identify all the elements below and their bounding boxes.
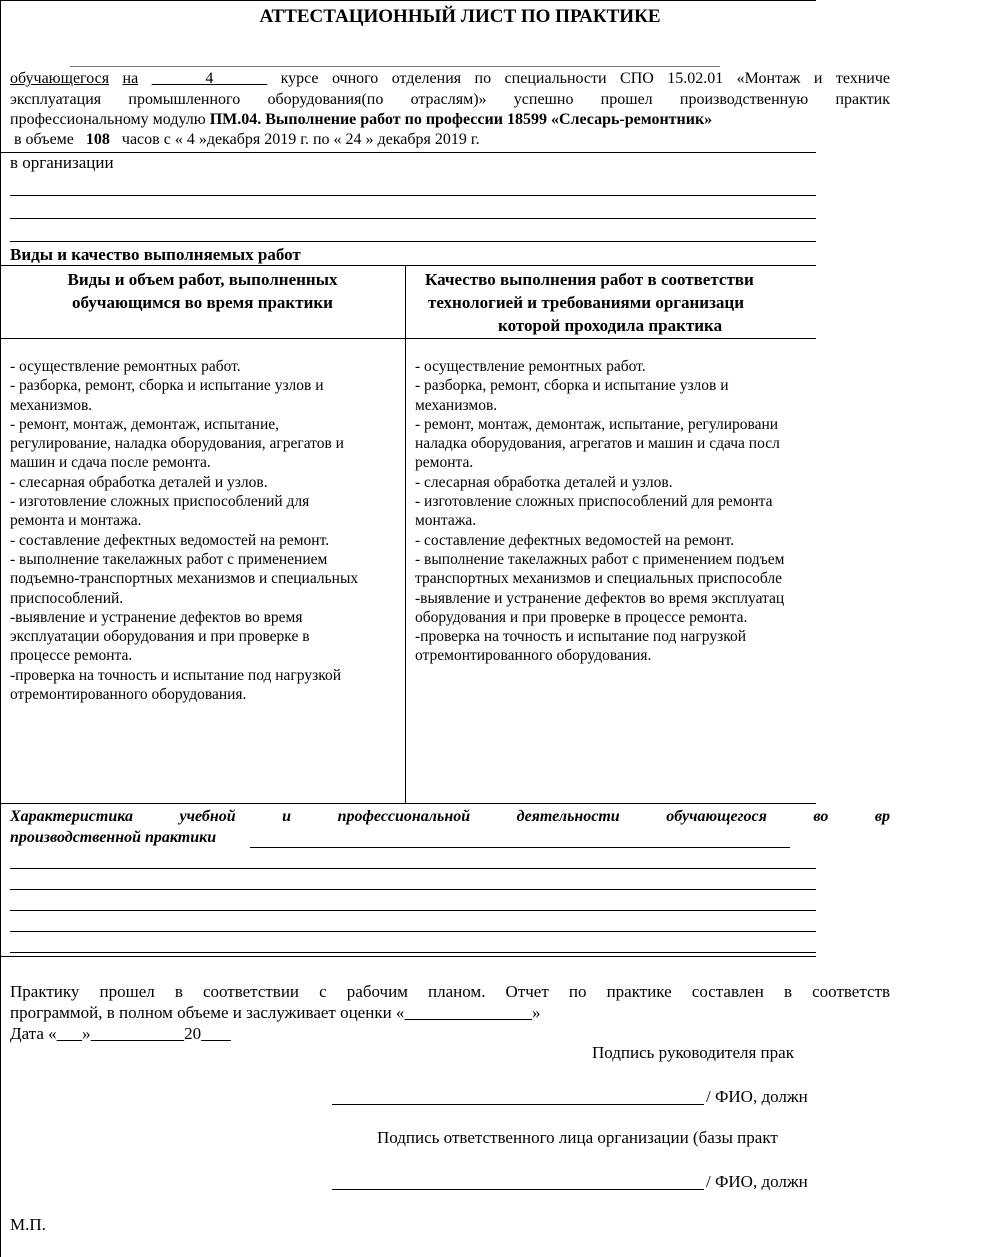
characteristic-line-1: Характеристика учебной и профессиональной деятельности обучающегося во вр bbox=[10, 808, 890, 825]
works-table-top bbox=[0, 265, 816, 266]
list-item: - выполнение такелажных работ с применением bbox=[10, 550, 328, 568]
conclusion-line-1: Практику прошел в соответствии с рабочим планом. Отчет по практике составлен в соответств bbox=[10, 982, 890, 1001]
list-item: отремонтированного оборудования. bbox=[10, 686, 247, 704]
characteristic-line-2: производственной практики bbox=[10, 829, 217, 846]
intro-line-2: эксплуатация промышленного оборудования(по отраслям)» успешно прошел производственную практик bbox=[10, 91, 890, 108]
list-item: - выполнение такелажных работ с применением подъем bbox=[415, 550, 785, 568]
works-table-bottom bbox=[0, 803, 816, 804]
date-line: Дата « » 20 bbox=[10, 1024, 202, 1043]
list-item: -выявление и устранение дефектов во время bbox=[10, 608, 303, 626]
list-item: - составление дефектных ведомостей на ремонт. bbox=[415, 531, 735, 549]
list-item: ремонта. bbox=[415, 454, 474, 472]
list-item: - ремонт, монтаж, демонтаж, испытание, bbox=[10, 415, 280, 433]
organization-line-2 bbox=[10, 218, 816, 219]
org-sign-label: Подпись ответственного лица организации (базы практ bbox=[377, 1128, 778, 1147]
works-col2-header: Качество выполнения работ в соответстви технологией и требованиями организаци которой проходила практика bbox=[425, 270, 754, 335]
supervisor-fio: / ФИО, должн bbox=[706, 1087, 808, 1106]
list-item: - осуществление ремонтных работ. bbox=[10, 358, 241, 375]
list-item: ремонта и монтажа. bbox=[10, 512, 142, 530]
title-rule bbox=[70, 66, 720, 67]
list-item: регулирование, наладка оборудования, агрегатов и bbox=[10, 435, 344, 453]
intro-line-1: обучающегося на 4 курсе очного отделения по специальности СПО 15.02.01 «Монтаж и техниче bbox=[10, 70, 891, 87]
list-item: монтажа. bbox=[415, 512, 477, 530]
list-item: подъемно-транспортных механизмов и специальных bbox=[10, 570, 359, 588]
org-sign-line bbox=[332, 1189, 704, 1190]
list-item: наладка оборудования, агрегатов и машин и сдача посл bbox=[415, 435, 780, 453]
list-item: - изготовление сложных приспособлений для bbox=[10, 493, 310, 511]
characteristic-line-e bbox=[10, 952, 816, 953]
list-item: отремонтированного оборудования. bbox=[415, 647, 652, 665]
works-header-rule bbox=[0, 338, 816, 339]
list-item: механизмов. bbox=[415, 396, 498, 414]
list-item: - ремонт, монтаж, демонтаж, испытание, регулировани bbox=[415, 415, 779, 433]
characteristic-line-d bbox=[10, 931, 816, 932]
list-item: - изготовление сложных приспособлений для ремонта bbox=[415, 493, 773, 511]
document-title: АТТЕСТАЦИОННЫЙ ЛИСТ ПО ПРАКТИКЕ bbox=[259, 6, 661, 27]
intro-bottom-rule bbox=[0, 152, 816, 153]
list-item: -проверка на точность и испытание под нагрузкой bbox=[10, 666, 341, 684]
characteristic-line-c bbox=[10, 910, 816, 911]
list-item: процессе ремонта. bbox=[10, 647, 133, 665]
stamp-label: М.П. bbox=[10, 1215, 46, 1234]
works-table-divider bbox=[405, 265, 406, 803]
supervisor-sign-line bbox=[332, 1104, 704, 1105]
frame-left bbox=[0, 0, 1, 1257]
characteristic-line-b bbox=[10, 889, 816, 890]
organization-label: в организации bbox=[10, 153, 114, 172]
organization-line-1 bbox=[10, 195, 816, 196]
organization-line-3 bbox=[10, 241, 816, 242]
characteristic-bottom bbox=[0, 956, 816, 957]
works-col2-list bbox=[415, 357, 784, 666]
list-item: оборудования и при проверке в процессе ремонта. bbox=[415, 608, 748, 626]
works-col1-header: Виды и объем работ, выполненных обучающимся во время практики bbox=[67, 270, 338, 312]
conclusion-line-2: программой, в полном объеме и заслуживает оценки « » bbox=[10, 1003, 541, 1022]
list-item: механизмов. bbox=[10, 396, 93, 414]
works-col1-list bbox=[10, 357, 358, 704]
org-fio: / ФИО, должн bbox=[706, 1172, 808, 1191]
supervisor-sign-label: Подпись руководителя прак bbox=[592, 1043, 794, 1062]
intro-line-3: профессиональному модулю ПМ.04. Выполнение работ по профессии 18599 «Слесарь-ремонтник» bbox=[10, 111, 713, 128]
list-item: - осуществление ремонтных работ. bbox=[415, 358, 646, 375]
frame-top bbox=[0, 0, 816, 1]
list-item: - разборка, ремонт, сборка и испытание узлов и bbox=[415, 377, 729, 395]
list-item: -выявление и устранение дефектов во время эксплуатац bbox=[415, 589, 785, 607]
list-item: - разборка, ремонт, сборка и испытание узлов и bbox=[10, 377, 324, 395]
intro-line-4: в объеме 108 часов с « 4 »декабря 2019 г. по « 24 » декабря 2019 г. bbox=[14, 131, 480, 148]
list-item: - слесарная обработка деталей и узлов. bbox=[10, 473, 268, 491]
list-item: -проверка на точность и испытание под нагрузкой bbox=[415, 628, 746, 646]
list-item: - слесарная обработка деталей и узлов. bbox=[415, 473, 673, 491]
list-item: транспортных механизмов и специальных приспособле bbox=[415, 570, 782, 588]
list-item: - составление дефектных ведомостей на ремонт. bbox=[10, 531, 330, 549]
list-item: приспособлений. bbox=[10, 589, 124, 607]
list-item: эксплуатации оборудования и при проверке в bbox=[10, 628, 310, 646]
list-item: машин и сдача после ремонта. bbox=[10, 454, 211, 472]
characteristic-line-a bbox=[10, 868, 816, 869]
works-section-title: Виды и качество выполняемых работ bbox=[10, 245, 301, 264]
characteristic-underline bbox=[250, 847, 790, 848]
